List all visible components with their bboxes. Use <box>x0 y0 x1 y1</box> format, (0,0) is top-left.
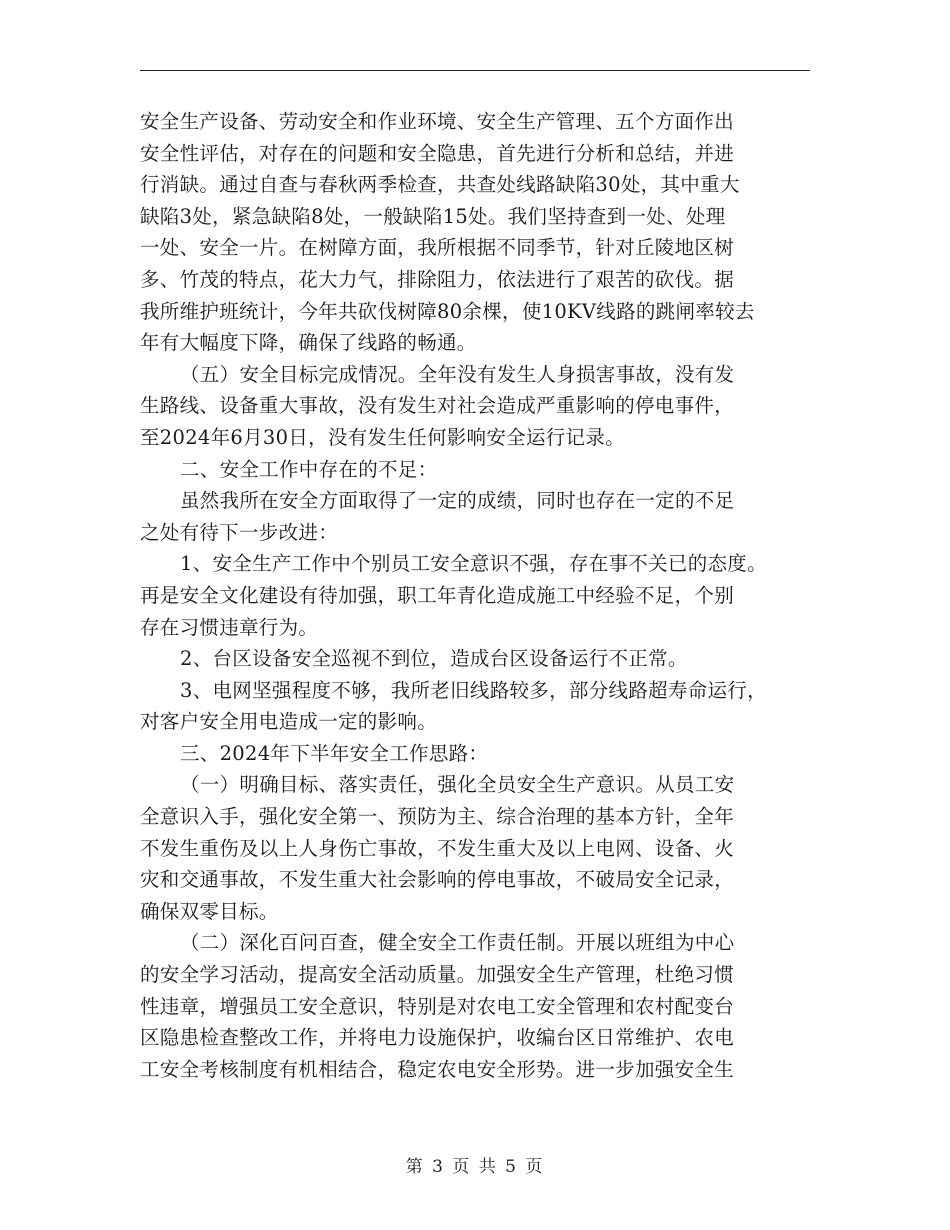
text-line: （一）明确目标、落实责任，强化全员安全生产意识。从员工安 <box>180 773 735 797</box>
text-line: 工安全考核制度有机相结合，稳定农电安全形势。进一步加强安全生 <box>140 1057 735 1081</box>
text-line: 再是安全文化建设有待加强，职工年青化造成施工中经验不足，个别 <box>140 583 735 607</box>
text-line: 全意识入手，强化安全第一、预防为主、综合治理的基本方针，全年 <box>140 805 735 829</box>
text-line: 性违章，增强员工安全意识，特别是对农电工安全管理和农村配变台 <box>140 994 735 1018</box>
text-line: 生路线、设备重大事故，没有发生对社会造成严重影响的停电事件， <box>140 394 735 418</box>
text-line: 不发生重伤及以上人身伤亡事故，不发生重大及以上电网、设备、火 <box>140 836 735 860</box>
text-line: 的安全学习活动，提高安全活动质量。加强安全生产管理，杜绝习惯 <box>140 963 735 987</box>
text-line: 之处有待下一步改进： <box>140 520 339 544</box>
text-line: 2、台区设备安全巡视不到位，造成台区设备运行不正常。 <box>180 647 688 671</box>
text-line: 确保双零目标。 <box>140 899 279 923</box>
text-line: 一处、安全一片。在树障方面，我所根据不同季节，针对丘陵地区树 <box>140 236 735 260</box>
text-line: 安全性评估，对存在的问题和安全隐患，首先进行分析和总结，并进 <box>140 141 735 165</box>
text-line: 行消缺。通过自查与春秋两季检查，共查处线路缺陷30处，其中重大 <box>140 173 740 197</box>
header-rule <box>140 70 810 71</box>
text-line: （五）安全目标完成情况。全年没有发生人身损害事故，没有发 <box>180 362 735 386</box>
text-line: 年有大幅度下降，确保了线路的畅通。 <box>140 331 477 355</box>
text-line: 至2024年6月30日，没有发生任何影响安全运行记录。 <box>140 425 625 449</box>
text-line: 二、安全工作中存在的不足： <box>180 457 438 481</box>
text-line: 虽然我所在安全方面取得了一定的成绩，同时也存在一定的不足 <box>180 489 735 513</box>
text-line: （二）深化百问百查，健全安全工作责任制。开展以班组为中心 <box>180 931 735 955</box>
text-line: 1、安全生产工作中个别员工安全意识不强，存在事不关已的态度。 <box>180 552 767 576</box>
text-line: 缺陷3处，紧急缺陷8处，一般缺陷15处。我们坚持查到一处、处理 <box>140 204 726 228</box>
text-line: 安全生产设备、劳动安全和作业环境、安全生产管理、五个方面作出 <box>140 110 735 133</box>
body-text <box>140 106 810 1085</box>
text-line: 存在习惯违章行为。 <box>140 615 319 639</box>
text-line: 三、2024年下半年安全工作思路： <box>180 741 489 765</box>
text-line: 区隐患检查整改工作，并将电力设施保护，收编台区日常维护、农电 <box>140 1026 735 1050</box>
text-line: 多、竹茂的特点，花大力气，排除阻力，依法进行了艰苦的砍伐。据 <box>140 267 735 291</box>
text-line: 我所维护班统计，今年共砍伐树障80余棵，使10KV线路的跳闸率较去 <box>140 299 755 323</box>
page-footer: 第 3 页 共 5 页 <box>405 1157 545 1177</box>
text-line: 3、电网坚强程度不够，我所老旧线路较多，部分线路超寿命运行， <box>180 678 767 702</box>
text-line: 灾和交通事故，不发生重大社会影响的停电事故，不破局安全记录， <box>140 868 735 892</box>
text-line: 对客户安全用电造成一定的影响。 <box>140 710 438 734</box>
